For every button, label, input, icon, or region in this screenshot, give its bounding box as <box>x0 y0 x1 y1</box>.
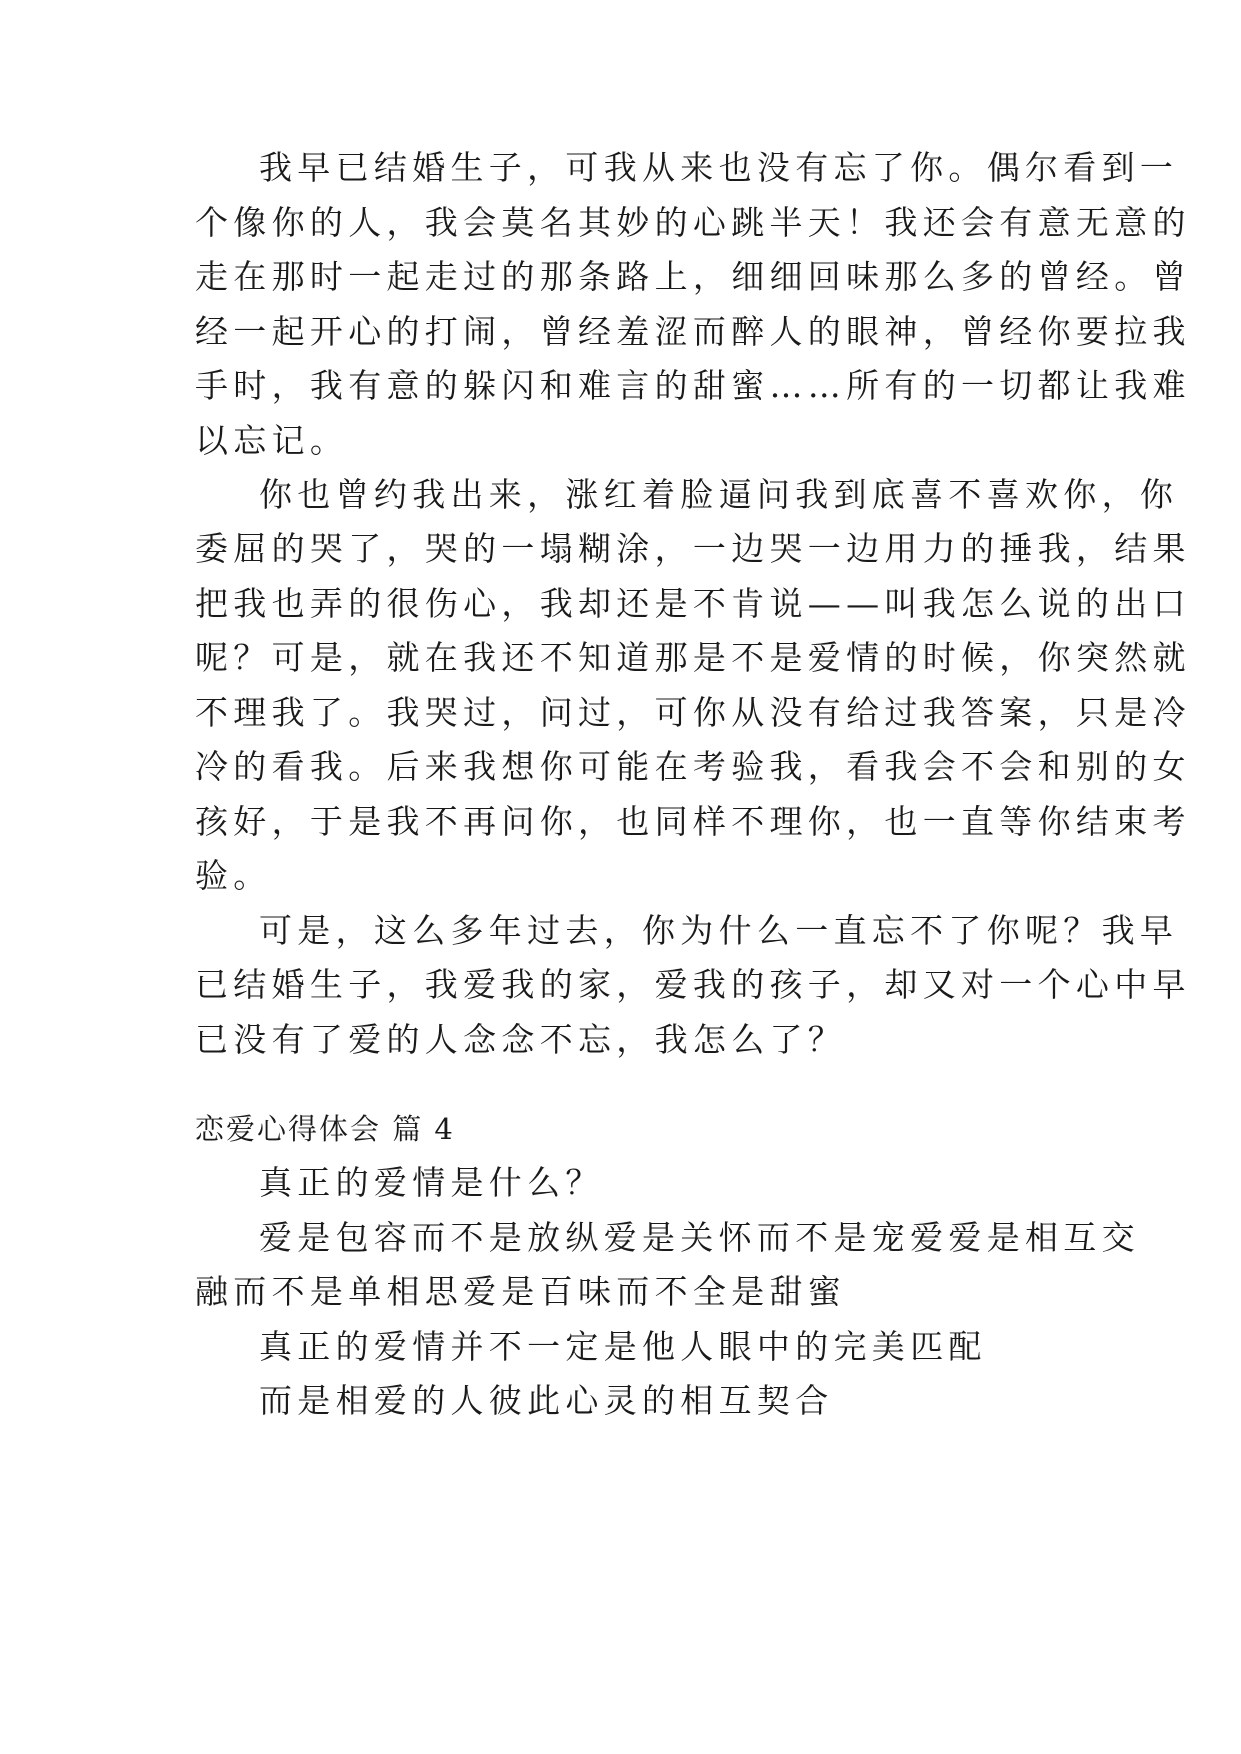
paragraph-line: 你也曾约我出来，涨红着脸逼问我到底喜不喜欢你，你 <box>259 475 1179 514</box>
paragraph-line: 不理我了。我哭过，问过，可你从没有给过我答案，只是冷 <box>195 693 1191 732</box>
paragraph-line: 委屈的哭了，哭的一塌糊涂，一边哭一边用力的捶我，结果 <box>195 529 1191 568</box>
paragraph-line: 走在那时一起走过的那条路上，细细回味那么多的曾经。曾 <box>195 257 1191 296</box>
paragraph-line: 融而不是单相思爱是百味而不全是甜蜜 <box>195 1272 847 1311</box>
paragraph-line: 已结婚生子，我爱我的家，爱我的孩子，却又对一个心中早 <box>195 965 1191 1004</box>
paragraph-line: 冷的看我。后来我想你可能在考验我，看我会不会和别的女 <box>195 747 1191 786</box>
paragraph-line: 验。 <box>195 856 272 895</box>
paragraph-line: 真正的爱情并不一定是他人眼中的完美匹配 <box>259 1327 987 1366</box>
paragraph-line: 我早已结婚生子，可我从来也没有忘了你。偶尔看到一 <box>259 148 1179 187</box>
paragraph-line: 个像你的人，我会莫名其妙的心跳半天！我还会有意无意的 <box>195 203 1191 242</box>
paragraph-line: 把我也弄的很伤心，我却还是不肯说——叫我怎么说的出口 <box>195 584 1191 623</box>
section-heading: 恋爱心得体会 篇 4 <box>195 1112 455 1146</box>
paragraph-line: 经一起开心的打闹，曾经羞涩而醉人的眼神，曾经你要拉我 <box>195 312 1191 351</box>
paragraph-line: 爱是包容而不是放纵爱是关怀而不是宠爱爱是相互交 <box>259 1218 1140 1257</box>
paragraph-line: 而是相爱的人彼此心灵的相互契合 <box>259 1381 834 1420</box>
paragraph-line: 手时，我有意的躲闪和难言的甜蜜……所有的一切都让我难 <box>195 366 1191 405</box>
paragraph-line: 真正的爱情是什么？ <box>259 1163 604 1202</box>
paragraph-line: 已没有了爱的人念念不忘，我怎么了？ <box>195 1020 847 1059</box>
paragraph-line: 孩好，于是我不再问你，也同样不理你，也一直等你结束考 <box>195 802 1191 841</box>
paragraph-line: 可是，这么多年过去，你为什么一直忘不了你呢？我早 <box>259 911 1179 950</box>
paragraph-line: 呢？可是，就在我还不知道那是不是爱情的时候，你突然就 <box>195 638 1191 677</box>
paragraph-line: 以忘记。 <box>195 421 349 460</box>
